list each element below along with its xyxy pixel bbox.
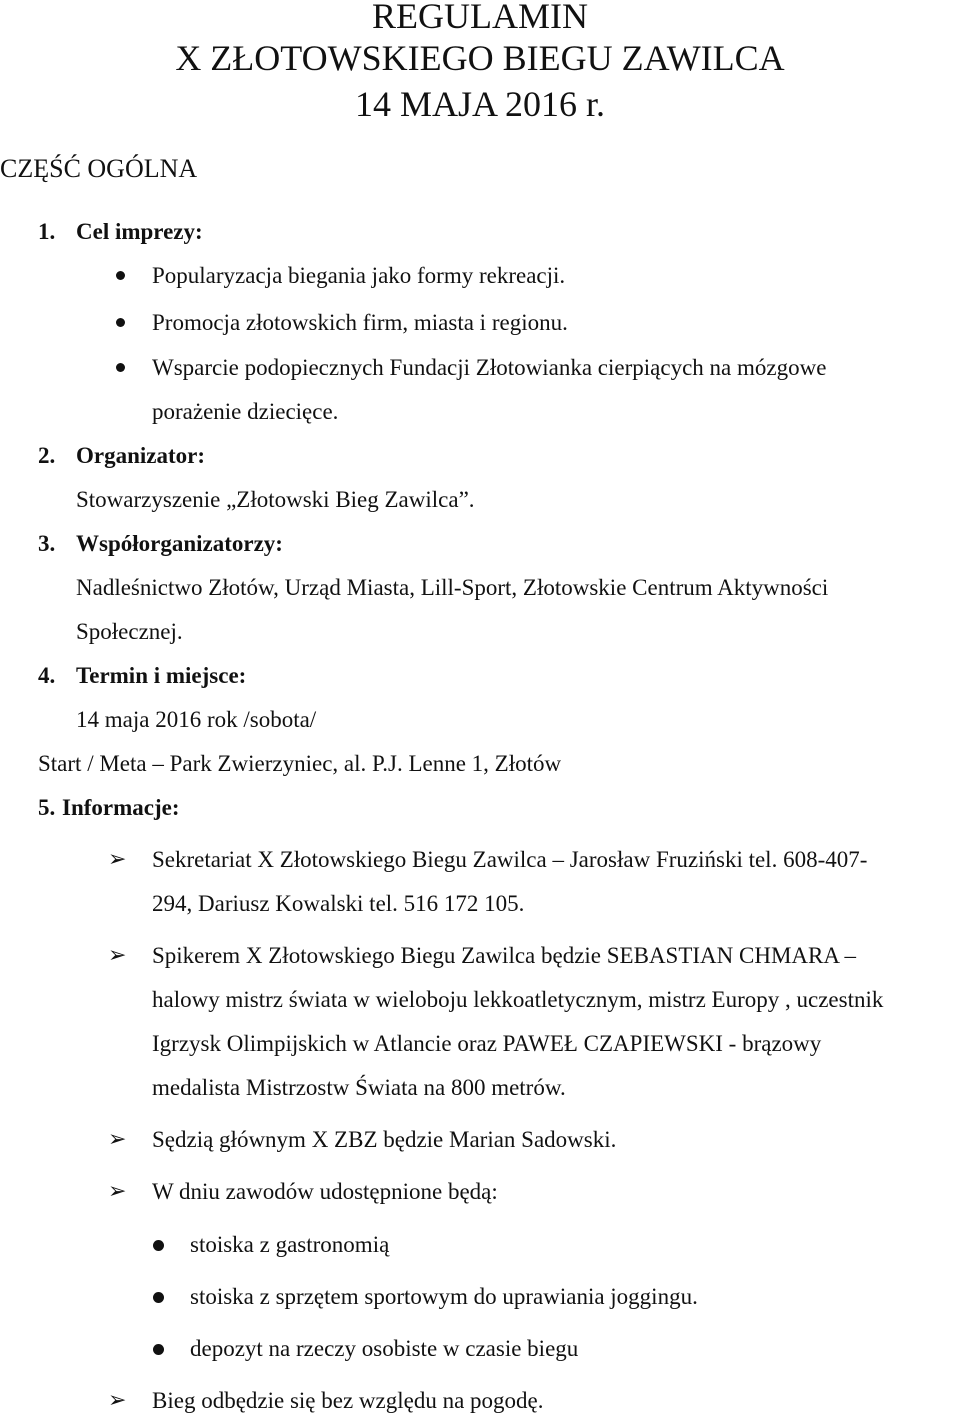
section-3-number: 3. (38, 531, 56, 556)
section-5-item-4: W dniu zawodów udostępnione będą: (152, 1179, 498, 1204)
document-title-line-1: REGULAMIN (372, 0, 588, 36)
section-3-heading: Współorganizatorzy: (76, 531, 283, 556)
section-1-number: 1. (38, 219, 56, 244)
section-5-sub-bullet-3: depozyt na rzeczy osobiste w czasie biegu (190, 1336, 579, 1361)
arrow-bullet-icon: ➢ (108, 847, 127, 872)
section-5-item-1-cont: 294, Dariusz Kowalski tel. 516 172 105. (152, 891, 525, 916)
document-title-line-3: 14 MAJA 2016 r. (354, 84, 606, 124)
bullet-dot-icon (116, 363, 125, 372)
bullet-dot-icon (153, 1292, 164, 1303)
bullet-dot-icon (116, 318, 125, 327)
arrow-bullet-icon: ➢ (108, 1127, 127, 1152)
section-5-heading: Informacje: (62, 795, 180, 820)
section-1-heading: Cel imprezy: (76, 219, 203, 244)
section-4-number: 4. (38, 663, 56, 688)
bullet-dot-icon (116, 271, 125, 280)
section-5-sub-bullet-2: stoiska z sprzętem sportowym do uprawiania joggingu. (190, 1284, 698, 1309)
document-title-line-2: X ZŁOTOWSKIEGO BIEGU ZAWILCA (175, 38, 785, 78)
section-5-item-2-cont-1: halowy mistrz świata w wieloboju lekkoatletycznym, mistrz Europy , uczestnik (152, 987, 884, 1012)
section-1-bullet-3: Wsparcie podopiecznych Fundacji Złotowianka cierpiących na mózgowe (152, 355, 827, 380)
section-4-date: 14 maja 2016 rok /sobota/ (76, 707, 317, 732)
section-1-bullet-2: Promocja złotowskich firm, miasta i regionu. (152, 310, 568, 335)
section-5-item-2-cont-3: medalista Mistrzostw Świata na 800 metrów. (152, 1075, 566, 1100)
section-3-text-line-2: Społecznej. (76, 619, 183, 644)
section-4-heading: Termin i miejsce: (76, 663, 247, 688)
section-1-bullet-3-cont: porażenie dziecięce. (152, 399, 339, 424)
section-5-item-2: Spikerem X Złotowskiego Biegu Zawilca będzie SEBASTIAN CHMARA – (152, 943, 856, 968)
bullet-dot-icon (153, 1240, 164, 1251)
section-5-number: 5. (38, 795, 56, 820)
section-4-place: Start / Meta – Park Zwierzyniec, al. P.J. Lenne 1, Złotów (38, 751, 562, 776)
section-heading: CZĘŚĆ OGÓLNA (0, 154, 198, 183)
section-2-heading: Organizator: (76, 443, 206, 468)
section-5-sub-bullet-1: stoiska z gastronomią (190, 1232, 390, 1257)
section-5-item-2-cont-2: Igrzysk Olimpijskich w Atlancie oraz PAWEŁ CZAPIEWSKI - brązowy (152, 1031, 822, 1056)
section-5-item-5: Bieg odbędzie się bez względu na pogodę. (152, 1388, 544, 1413)
arrow-bullet-icon: ➢ (108, 1179, 127, 1204)
arrow-bullet-icon: ➢ (108, 1388, 127, 1413)
section-5-item-3: Sędzią głównym X ZBZ będzie Marian Sadowski. (152, 1127, 617, 1152)
section-1-bullet-1: Popularyzacja biegania jako formy rekreacji. (152, 263, 566, 288)
section-2-text: Stowarzyszenie „Złotowski Bieg Zawilca”. (76, 487, 475, 512)
bullet-dot-icon (153, 1344, 164, 1355)
arrow-bullet-icon: ➢ (108, 943, 127, 968)
section-2-number: 2. (38, 443, 56, 468)
section-5-item-1: Sekretariat X Złotowskiego Biegu Zawilca – Jarosław Fruziński tel. 608-407- (152, 847, 868, 872)
section-3-text-line-1: Nadleśnictwo Złotów, Urząd Miasta, Lill-Sport, Złotowskie Centrum Aktywności (76, 575, 829, 600)
